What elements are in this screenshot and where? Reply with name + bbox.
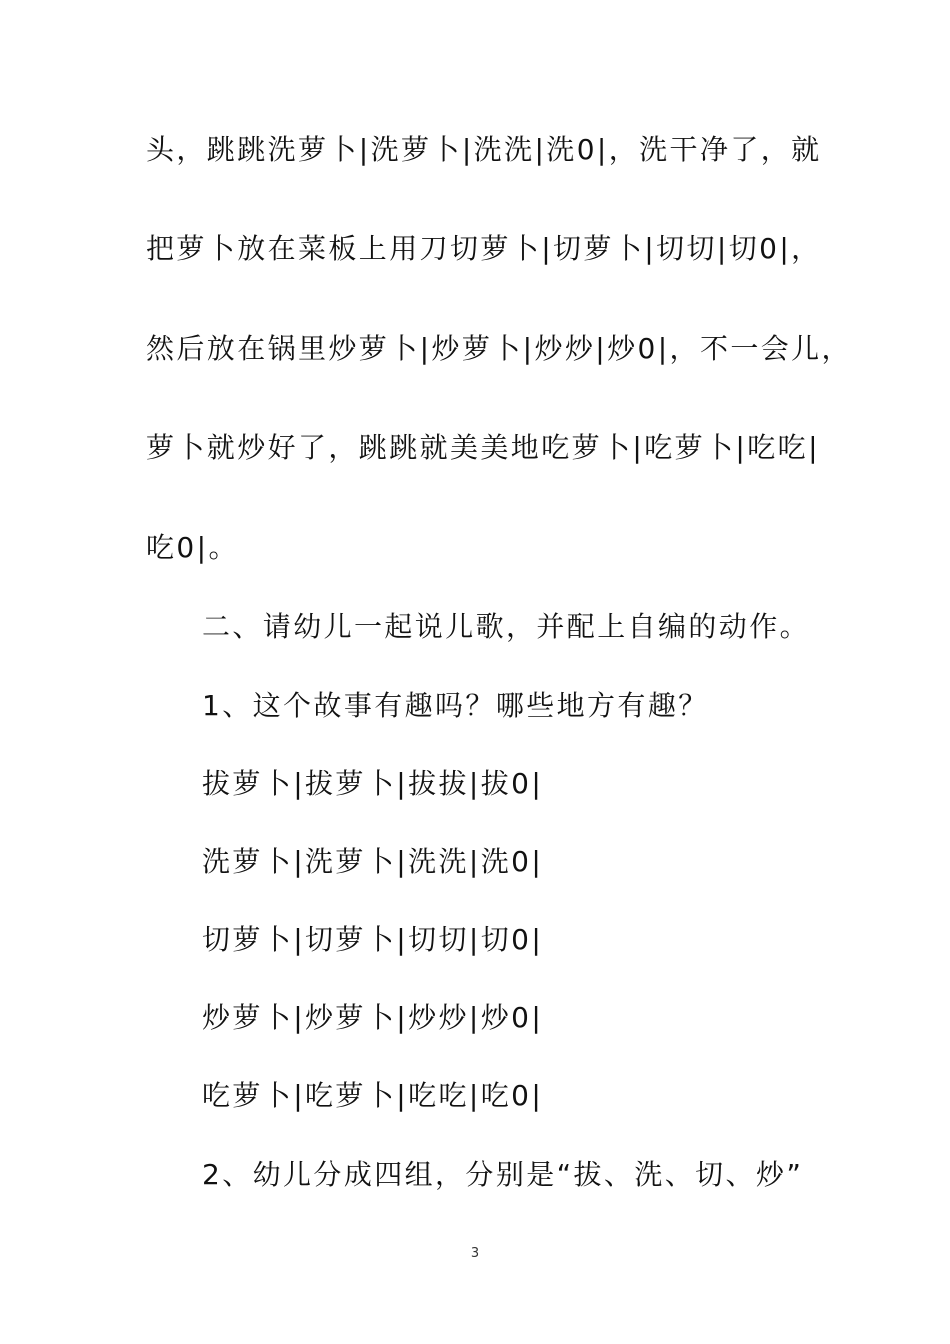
rhyme-line-5: 吃萝卜|吃萝卜|吃吃|吃0| [202,1079,544,1112]
section-heading: 二、请幼儿一起说儿歌，并配上自编的动作。 [202,610,811,643]
instruction-line: 2、幼儿分成四组，分别是“拔、洗、切、炒” [202,1158,804,1191]
paragraph-line-3: 然后放在锅里炒萝卜|炒萝卜|炒炒|炒0|，不一会儿， [146,332,852,365]
rhyme-line-3: 切萝卜|切萝卜|切切|切0| [202,923,544,956]
rhyme-line-4: 炒萝卜|炒萝卜|炒炒|炒0| [202,1001,544,1034]
rhyme-line-2: 洗萝卜|洗萝卜|洗洗|洗0| [202,845,544,878]
paragraph-line-2: 把萝卜放在菜板上用刀切萝卜|切萝卜|切切|切0|， [146,232,822,265]
paragraph-line-1: 头，跳跳洗萝卜|洗萝卜|洗洗|洗0|，洗干净了，就 [146,133,822,166]
rhyme-line-1: 拔萝卜|拔萝卜|拔拔|拔0| [202,767,544,800]
question-line: 1、这个故事有趣吗？哪些地方有趣？ [202,689,709,722]
page-number: 3 [470,1246,480,1261]
paragraph-line-5: 吃0|。 [146,531,239,564]
paragraph-line-4: 萝卜就炒好了，跳跳就美美地吃萝卜|吃萝卜|吃吃| [146,431,820,464]
